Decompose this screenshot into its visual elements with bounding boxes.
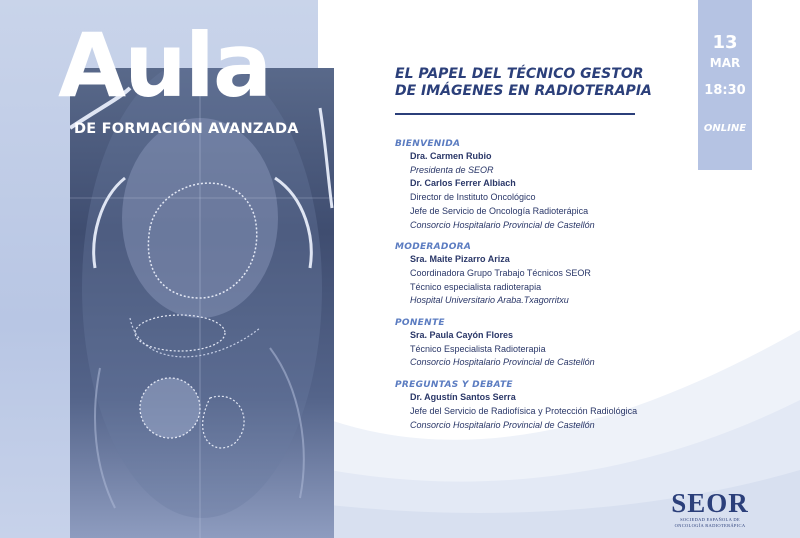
speaker-name: Dr. Agustín Santos Serra: [410, 392, 516, 403]
speaker-role: Director de Instituto Oncológico: [410, 192, 536, 203]
logo-mark: SEOR: [671, 488, 749, 518]
speaker-name: Sra. Maite Pizarro Ariza: [410, 254, 510, 265]
section-label: PREGUNTAS Y DEBATE: [395, 380, 513, 391]
speaker-role: Jefe de Servicio de Oncología Radioterápica: [410, 205, 589, 216]
speaker-role: Presidenta de SEOR: [410, 164, 494, 175]
event-title-line-2: DE IMÁGENES EN RADIOTERAPIA: [395, 83, 652, 99]
logo-tagline-2: ONCOLOGÍA RADIOTERÁPICA: [674, 522, 746, 528]
speaker-role: Jefe del Servicio de Radiofísica y Protección Radiológica: [410, 405, 638, 416]
seor-logo: [660, 490, 760, 528]
logo-tagline-1: SOCIEDAD ESPAÑOLA DE: [680, 517, 740, 522]
program-list: [395, 138, 695, 441]
title-divider: [395, 113, 635, 115]
program-section-debate: [395, 379, 695, 432]
event-title-line-1: EL PAPEL DEL TÉCNICO GESTOR: [395, 66, 644, 82]
speaker-institution: Hospital Universitario Araba.Txagorritxu: [410, 295, 569, 306]
speaker-name: Dr. Carlos Ferrer Albiach: [410, 178, 516, 189]
ct-scan-image: [70, 68, 334, 538]
speaker-name: Dra. Carmen Rubio: [410, 151, 492, 161]
program-section-bienvenida: [395, 138, 695, 232]
speaker-institution: Consorcio Hospitalario Provincial de Castellón: [410, 219, 595, 230]
speaker-name: Sra. Paula Cayón Flores: [410, 330, 514, 341]
program-section-ponente: [395, 317, 695, 370]
event-month: MAR: [709, 56, 741, 70]
speaker-role: Técnico Especialista Radioterapia: [410, 343, 546, 354]
program-section-moderadora: [395, 241, 695, 308]
section-label: MODERADORA: [395, 242, 472, 253]
aula-subtitle: DE FORMACIÓN AVANZADA: [74, 121, 299, 137]
event-time: 18:30: [704, 83, 746, 98]
aula-title: Aula: [58, 14, 271, 117]
event-title: [395, 66, 655, 100]
section-label: BIENVENIDA: [395, 139, 461, 149]
speaker-role: Técnico especialista radioterapia: [410, 281, 542, 292]
event-day: 13: [712, 32, 738, 53]
speaker-institution: Consorcio Hospitalario Provincial de Castellón: [410, 357, 595, 368]
speaker-role: Coordinadora Grupo Trabajo Técnicos SEOR: [410, 267, 591, 278]
section-label: PONENTE: [395, 318, 445, 329]
date-box: [698, 0, 752, 170]
speaker-institution: Consorcio Hospitalario Provincial de Castellón: [410, 419, 595, 430]
event-mode: ONLINE: [703, 123, 747, 134]
